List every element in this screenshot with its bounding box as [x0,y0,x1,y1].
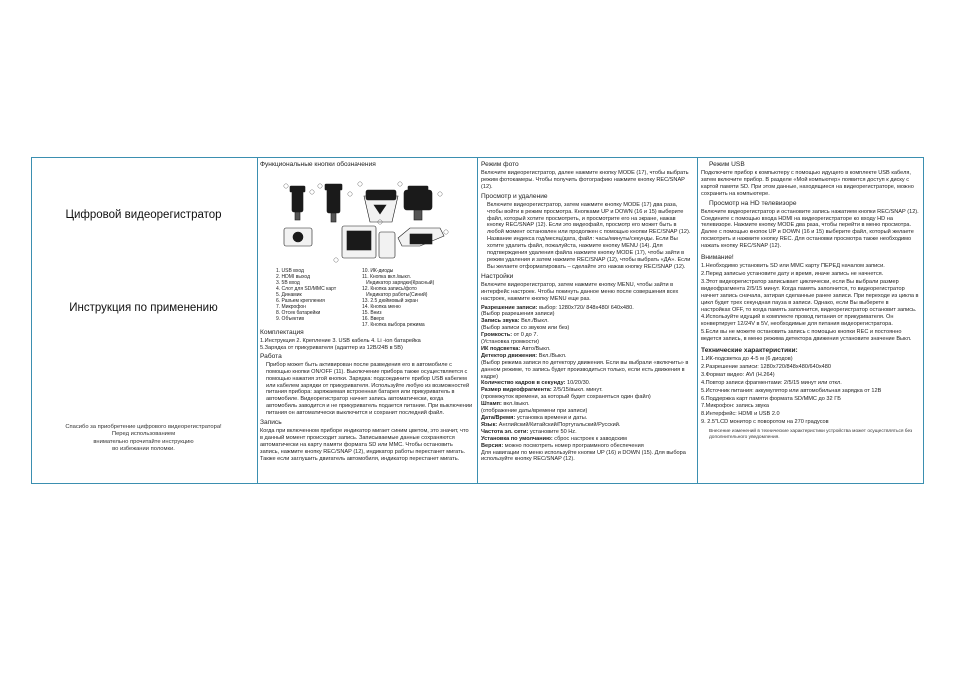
list-item: 4.Повтор записи фрагментами: 2/5/15 минут или откл. [701,379,842,386]
setting-row [481,311,693,318]
thanks-line: во избежании поломки. [112,446,175,453]
setting-row [481,443,693,450]
list-item: 2.Разрешение записи: 1280x720/848x480/640x480 [701,363,831,370]
list-item: 6. Разъем крепления [276,298,325,304]
setting-value: выбор: 1280x720/ 848x480/ 640x480. [537,304,634,311]
settings-list [481,305,693,464]
setting-value: установка времени и даты. [515,415,588,421]
photo-text: Включите видеорегистратор, далее нажмите кнопку MODE (17), чтобы выбрать режим фотокамеры. Чтобы получить фотографию нажмите кнопку REC/SNAP (12). [481,170,689,190]
list-item: 15. Вниз [362,310,382,316]
setting-row [481,360,693,381]
setting-row [481,436,693,443]
parts-list-left [260,268,358,328]
setting-value: Авто/Выкл. [520,345,551,352]
list-item: 4.Используйте идущий в комплекте провод питания от прикуривателя. Он конвертирует 12/24V в 5V, необходимые для питания видеорегистратора. [701,314,894,328]
setting-row [481,318,693,325]
device-side-view [327,188,340,213]
parts-list-right [362,268,434,328]
record-text: Когда при включенном приборе индикатор мигает синим цветом, это значит, что в данный момент происходит запись. Записываемые данные сохраняются автоматически на карту памяти формата SD или MMC. Чтобы остановить запись, нажмите кнопку REC/SNAP (12), индикатор работы перестанет мигать. Также если заглушить двигатель автомобиля, индикатор перестанет мигать. [260,428,469,462]
list-item: 5.Если вы не можете остановить запись с помощью кнопки REC и постоянно ведется запись, в меню режима детектора движения установите значение Выкл. [701,329,912,343]
setting-row [481,401,693,408]
setting-label: Запись звука: [481,318,520,325]
list-item: 8. Отсек батарейки [276,310,321,316]
list-item: 12. Кнопка запись/фото [362,286,417,292]
list-item: 2.Перед записью установите дату и время, иначе запись не начнется. [701,270,884,277]
device-side-view [292,190,303,212]
device-top-view [404,190,432,210]
setting-label: Язык: [481,421,498,428]
view-text: Включите видеорегистратор, затем нажмите кнопку MODE (17) два раза, чтобы войти в режим просмотра. Кнопками UP и DOWN (16 и 15) выберите файл, который хотите просмотреть, и просмотрите его на экране, нажав кнопку REC/SNAP (12). Если это видеофайл, просмотр его может быть в любой момент остановлен или продолжен с помощью кнопки REC/SNAP (12). Название индекса год/месяц/дата, файл: часы/минуты/секунды. Если Вы хотите удалить файл, пожалуйста, нажмите кнопку MENU (14). Для подтверждения удаления файла нажмите кнопку MODE (17), чтобы зайти в режим удаления и затем нажмите REC/SNAP (12), чтобы выбрать «ДА». Если Вы желаете отформатировать – сделайте это нажав кнопку REC/SNAP (12). [487,201,691,270]
attention-heading: Внимание! [701,254,734,262]
photo-heading: Режим фото [481,161,519,168]
setting-value: Для навигации по меню используйте кнопки UP (16) и DOWN (15). Для выбора используйте кнопку REC/SNAP (12). [481,449,686,463]
setting-value: сброс настроек к заводским [552,435,627,442]
setting-value: (отображение даты/времени при записи) [481,408,588,415]
list-item: 17. Кнопка выбора режима [362,322,425,328]
list-item: Индикатор работы(Синий) [362,292,428,298]
setting-label: Разрешение записи: [481,304,538,311]
specs-heading: Технические характеристики: [701,347,798,355]
setting-value: (Выбор режима записи по детектору движения. Если вы выбрали «включить» в данном режиме, то запись будет производиться только, если есть движения в кадре) [481,359,689,380]
setting-row [481,332,693,339]
setting-label: Детектор движения: [481,352,538,359]
list-item: 2. HDMI выход [276,274,311,280]
setting-row [481,408,693,415]
kit-line: 5.Зарядка от прикуривателя (адаптер из 12В/24В в 5В) [260,344,403,351]
list-item: 1.ИК-подсветка до 4-5 м (6 диодов) [701,356,793,363]
setting-row [481,450,693,464]
dashcam-illustration [260,172,473,266]
list-item: 7. Микрофон [276,304,306,310]
setting-value: (промежуток времени, за который будет сохраняться один файл) [481,394,651,401]
list-item: 9. Объектив [276,316,305,322]
setting-label: Количество кадров в секунду: [481,380,566,387]
thanks-line: внимательно прочитайте инструкцию [93,438,194,445]
cover-panel [32,160,255,483]
work-text: Прибор может быть активирован после разведения его в автомобиле с помощью кнопки ON/OFF (11). Выключение прибора также осуществляется с помощью нажатия этой кнопки. Зарядка: подсоедините прибор USB кабелем или кабелем зарядки от прикуривателя. Используйте любую из возможностей питания прибора: заряжаемая встроенная батарея или прикуриватель в автомобиле. Видеорегистратор начнет запись автоматически, когда автомобиль заводится и не прикуриватель подается питание. При выключении питания он автоматически выключится и сохранит последний файл. [266,361,473,417]
setting-label: ИК подсветка: [481,345,521,352]
list-item: 7.Микрофон: запись звука [701,403,770,410]
work-heading: Работа [260,352,282,360]
setting-value: Вкл./Выкл. [537,352,567,359]
parts-list [260,268,473,328]
attention-list [701,263,919,343]
setting-label: Версия: [481,442,504,449]
functions-heading: Функциональные кнопки обозначения [260,161,376,168]
setting-label: Дата/Время: [481,415,516,421]
setting-row [481,429,693,436]
usb-text: Подключите прибор к компьютеру с помощью идущего в комплекте USB кабеля, затем включите прибор. В разделе «Мой компьютер» появится доступ к диску с картой памяти SD. При этом данные, находящиеся на видеорегистраторе, можно сохранить на компьютере. [701,170,914,197]
setting-value: установите 50 Hz. [528,428,577,435]
list-item: 9. 2.5"LCD монитор с поворотом на 270 градусов [701,419,829,426]
thanks-note [32,424,255,454]
list-item: 3.Этот видеорегистратор записывает циклически, если Вы выбрали размер видеофрагмента 2/5/15 минут. Когда память заполнится, то видеорегистратор начнет запись сначала, затирая сделанные ранее записи. При переходе из цикла в цикл будет треx секундная пауза в записи. Однако, если Вы выберете в настройках OFF, то когда память заполнится, видеорегистратор остановит запись. [701,278,919,313]
setting-value: (Установка громкости) [481,339,539,346]
setting-value: можно посмотреть номер программного обеспечения [503,442,644,449]
setting-value: 10/20/30. [565,380,591,387]
setting-value: вкл./выкл. [501,401,530,408]
setting-label: Частота эл. сети: [481,428,529,435]
thanks-line: Спасибо за приобретение цифрового видеорегистратора! [65,424,222,430]
setting-label: Штамп: [481,401,502,408]
setting-value: (Выбор записи со звуком или без) [481,325,570,332]
list-item: 13. 2.5 дюймовый экран [362,298,418,304]
thanks-line: Перед использованием [111,431,176,438]
setting-value: Английский/Китайский/Португальский/Русский. [497,421,621,428]
list-item: 8.Интерфейс: HDMI и USB 2.0 [701,411,780,418]
list-item: 16. Вверх [362,316,385,322]
functions-panel [260,160,473,465]
setting-row [481,325,693,332]
setting-row [481,422,693,429]
setting-value: от 0 до 7. [512,332,538,339]
list-item: 5. Динамик [276,292,302,298]
list-item: 11. Кнопка вкл./выкл. [362,274,411,280]
list-item: 6.Поддержка карт памяти формата SD/MMC до 32 ГБ [701,395,841,402]
fold-line [697,157,698,484]
list-item: 1. USB вход [276,268,304,274]
cover-subtitle: Инструкция по применению [69,302,218,314]
kit-line: 1.Инструкция 2. Крепление 3. USB кабель 4. Li -ion батарейка [260,338,421,344]
fold-line [257,157,258,484]
list-item: 5.Источник питания: аккумулятор или автомобильная зарядка от 12В [701,387,882,394]
setting-row [481,346,693,353]
tv-text: Включите видеорегистратор и остановите запись нажатием кнопки REC/SNAP (12). Соедините с помощью входа HDMI на видеорегистраторе ко входу HD на телевизоре. Нажмите кнопку MODE два раза, чтобы перейти в меню просмотра. Далее с помощью кнопок UP и DOWN (16 и 15) выберите файл, который желаете посмотреть и нажмите кнопку REC. Для остановки просмотра также необходимо нажать кнопку REC/SNAP (12). [701,208,919,250]
list-item: 3.Формат видео: AVI (H.264) [701,371,775,378]
setting-label: Установка по умолчанию: [481,435,553,442]
setting-value: 2/5/15/выкл. минут. [551,387,603,394]
list-item: 1.Необходимо установить SD или MMC карту ПЕРЕД началом записи. [701,263,885,270]
record-heading: Запись [260,419,282,427]
kit-heading: Комплектация [260,329,304,336]
setting-row [481,415,693,422]
usb-heading: Режим USB [709,161,745,168]
fold-line [477,157,478,484]
setting-row [481,339,693,346]
list-item: 10. ИК-диоды [362,268,394,274]
setting-label: Размер видеофрагмента: [481,387,552,394]
setting-label: Громкость: [481,332,513,339]
list-item: 3. 5В вход [276,280,300,286]
settings-heading: Настройки [481,272,514,280]
list-item: 14. Кнопка меню [362,304,401,310]
specs-list [701,356,919,426]
settings-text: Включите видеорегистратор, затем нажмите кнопку MENU, чтобы зайти в интерфейс настроек. Чтобы покинуть данное меню после совершения всех настроек, нажмите кнопку MENU еще раз. [481,281,679,302]
setting-row [481,394,693,401]
modes-panel [481,160,693,463]
view-heading: Просмотр и удаление [481,192,548,200]
cover-title: Цифровой видеорегистратор [65,209,222,221]
setting-row [481,305,693,312]
setting-value: Вкл./Выкл. [519,318,549,325]
spec-note: Внесение изменений в технические характеристики устройства может осуществляться без дополнительного уведомления. [709,429,913,440]
usb-panel [701,160,919,441]
list-item: 4. Слот для SD/MMC карт [276,286,337,292]
device-diagram [260,172,473,266]
setting-value: (Выбор разрешения записи) [481,311,555,318]
setting-row [481,353,693,360]
tv-heading: Просмотр на HD телевизоре [709,199,797,207]
list-item: Индикатор зарядки(Красный) [362,280,435,286]
